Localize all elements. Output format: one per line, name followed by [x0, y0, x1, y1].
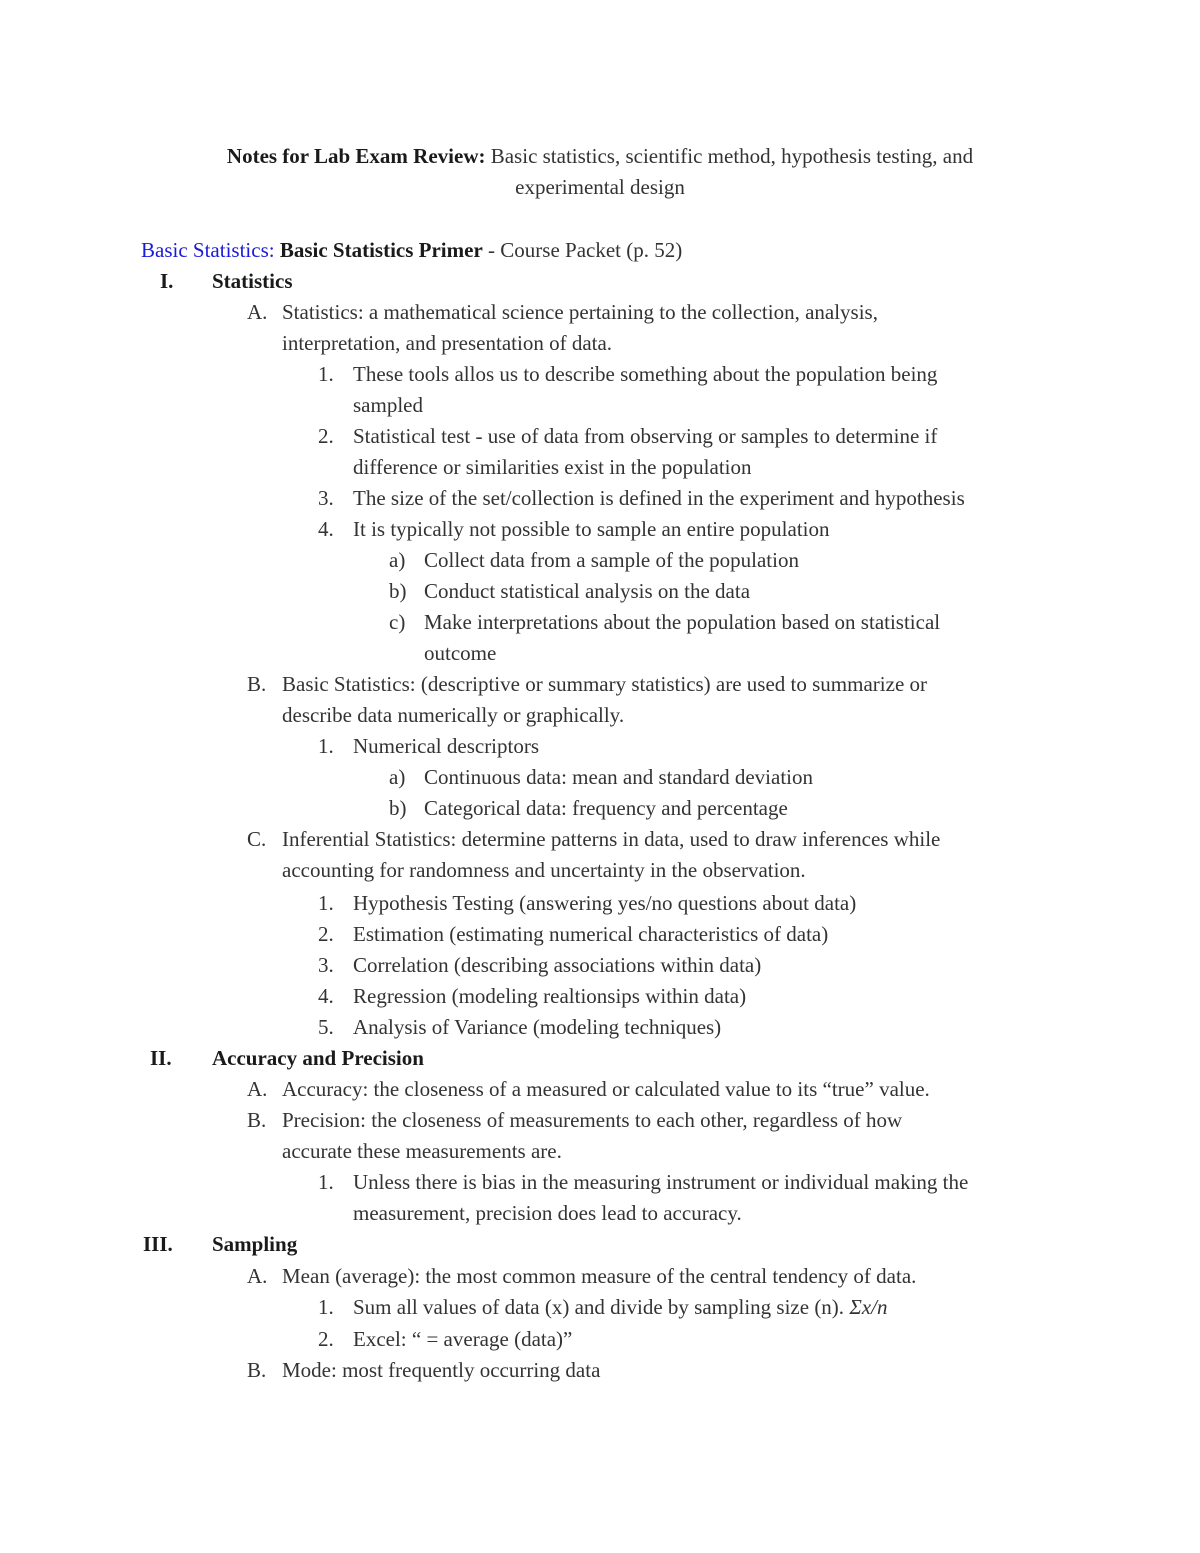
item-text: Categorical data: frequency and percentage: [424, 796, 788, 820]
item-text: It is typically not possible to sample an entire population: [353, 517, 830, 541]
item-letter: A.: [247, 300, 268, 324]
item-text: measurement, precision does lead to accuracy.: [353, 1201, 742, 1225]
item-text: accounting for randomness and uncertainty in the observation.: [282, 858, 806, 882]
formula-text: Σx/n: [849, 1295, 888, 1319]
title-line2: experimental design: [515, 175, 685, 199]
item-text: Correlation (describing associations within data): [353, 953, 762, 977]
item-text: sampled: [353, 393, 423, 417]
item-number: 4.: [318, 984, 334, 1008]
item-text: Make interpretations about the population based on statistical: [424, 610, 941, 634]
item-text: Precision: the closeness of measurements to each other, regardless of how: [282, 1108, 903, 1132]
heading-rest: - Course Packet (p. 52): [488, 238, 683, 262]
section-num: III.: [143, 1232, 173, 1256]
item-letter: B.: [247, 1108, 267, 1132]
item-sub-letter: c): [389, 610, 406, 634]
item-text: difference or similarities exist in the population: [353, 455, 752, 479]
item-text: Numerical descriptors: [353, 734, 540, 758]
item-text: interpretation, and presentation of data.: [282, 331, 613, 355]
section-title: Accuracy and Precision: [212, 1046, 424, 1070]
item-sub-letter: b): [389, 796, 407, 820]
heading-blue: Basic Statistics:: [141, 238, 275, 262]
item-text: Conduct statistical analysis on the data: [424, 579, 751, 603]
item-number: 1.: [318, 1295, 334, 1319]
item-text: [353, 1292, 887, 1323]
item-number: 1.: [318, 1170, 334, 1194]
item-text: Basic Statistics: (descriptive or summary statistics) are used to summarize or: [282, 672, 928, 696]
item-text: Continuous data: mean and standard deviation: [424, 765, 813, 789]
section-num: II.: [150, 1046, 172, 1070]
item-text: Excel: “ = average (data)”: [353, 1327, 573, 1351]
item-text: Mode: most frequently occurring data: [282, 1358, 601, 1382]
item-sub-letter: a): [389, 548, 406, 572]
section-title: Statistics: [212, 269, 293, 293]
section-num: I.: [160, 269, 174, 293]
item-text-part: Sum all values of data (x) and divide by sampling size (n).: [353, 1295, 845, 1319]
section-heading: [141, 235, 682, 266]
item-number: 1.: [318, 362, 334, 386]
item-text: Statistical test - use of data from observing or samples to determine if: [353, 424, 938, 448]
document-title: [140, 141, 1060, 203]
item-number: 3.: [318, 953, 334, 977]
heading-bold: Basic Statistics Primer: [279, 238, 483, 262]
item-text: Accuracy: the closeness of a measured or calculated value to its “true” value.: [282, 1077, 930, 1101]
item-text: describe data numerically or graphically.: [282, 703, 625, 727]
item-letter: B.: [247, 672, 267, 696]
item-number: 1.: [318, 734, 334, 758]
item-text: Inferential Statistics: determine patterns in data, used to draw inferences while: [282, 827, 941, 851]
item-text: accurate these measurements are.: [282, 1139, 562, 1163]
item-letter: A.: [247, 1077, 268, 1101]
item-sub-letter: a): [389, 765, 406, 789]
item-number: 2.: [318, 922, 334, 946]
item-letter: A.: [247, 1264, 268, 1288]
title-rest: Basic statistics, scientific method, hypothesis testing, and: [490, 144, 974, 168]
item-text: Hypothesis Testing (answering yes/no questions about data): [353, 891, 857, 915]
item-sub-letter: b): [389, 579, 407, 603]
item-text: The size of the set/collection is defined in the experiment and hypothesis: [353, 486, 965, 510]
item-number: 1.: [318, 891, 334, 915]
item-number: 4.: [318, 517, 334, 541]
item-number: 5.: [318, 1015, 334, 1039]
item-number: 3.: [318, 486, 334, 510]
item-text: These tools allos us to describe something about the population being: [353, 362, 938, 386]
item-text: Regression (modeling realtionsips within data): [353, 984, 747, 1008]
item-letter: C.: [247, 827, 267, 851]
item-text: outcome: [424, 641, 497, 665]
item-text: Statistics: a mathematical science pertaining to the collection, analysis,: [282, 300, 878, 324]
item-text: Collect data from a sample of the population: [424, 548, 799, 572]
item-text: Analysis of Variance (modeling techniques): [353, 1015, 722, 1039]
item-text: Estimation (estimating numerical characteristics of data): [353, 922, 829, 946]
item-number: 2.: [318, 424, 334, 448]
item-letter: B.: [247, 1358, 267, 1382]
item-text: Mean (average): the most common measure of the central tendency of data.: [282, 1264, 917, 1288]
section-title: Sampling: [212, 1232, 298, 1256]
item-text: Unless there is bias in the measuring instrument or individual making the: [353, 1170, 969, 1194]
item-number: 2.: [318, 1327, 334, 1351]
title-bold: Notes for Lab Exam Review:: [226, 144, 486, 168]
